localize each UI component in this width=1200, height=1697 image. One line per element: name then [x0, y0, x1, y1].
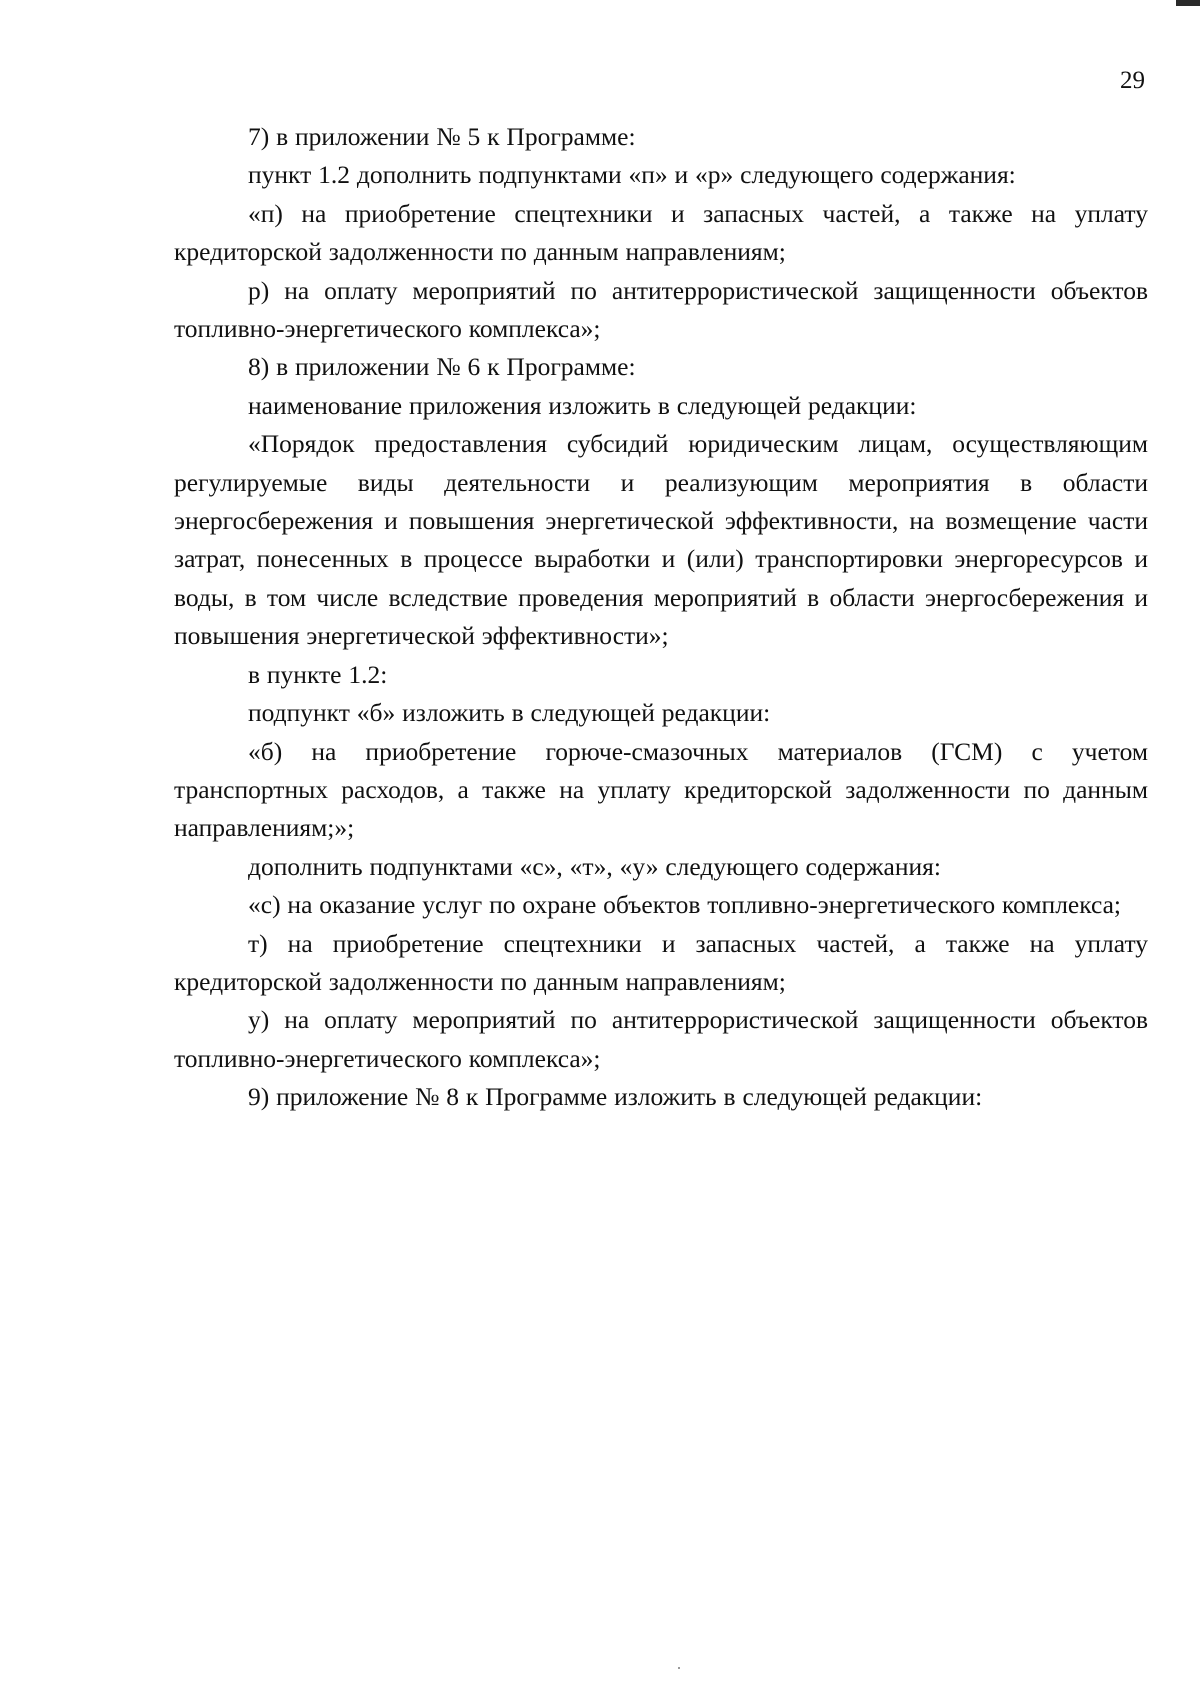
paragraph-point-1-2: пункт 1.2 дополнить подпунктами «п» и «р» следующего содержания:	[248, 160, 1016, 190]
paragraph-subpoint-b: «б) на приобретение горюче-смазочных материалов (ГСМ) с учетом транспортных расходов, а также на уплату кредиторской задолженности по данным направлениям;»;	[174, 736, 1148, 843]
paragraph-appendix-title-intro: наименование приложения изложить в следующей редакции:	[248, 390, 917, 420]
scan-edge-mark	[1176, 0, 1200, 6]
paragraph-item-8: 8) в приложении № 6 к Программе:	[248, 352, 636, 382]
paragraph-item-7: 7) в приложении № 5 к Программе:	[248, 122, 636, 151]
paragraph-item-9: 9) приложение № 8 к Программе изложить в следующей редакции:	[248, 1082, 983, 1112]
paragraph-appendix-title: «Порядок предоставления субсидий юридическим лицам, осуществляющим регулируемые виды деятельности и реализующим мероприятия в области энергосбережения и повышения энергетической эффективности, на возмещение части затрат, понесенных в процессе выработки и (или) транспортировки энергоресурсов и воды, в том числе вследствие проведения мероприятий в области энергосбережения и повышения энергетической эффективности»;	[174, 429, 1148, 651]
paragraph-subpoint-u: у) на оплату мероприятий по антитеррористической защищенности объектов топливно-энергетического комплекса»;	[174, 1005, 1148, 1073]
page-number: 29	[1120, 67, 1145, 94]
scan-speck	[678, 1667, 680, 1669]
paragraph-subpoint-r: р) на оплату мероприятий по антитеррористической защищенности объектов топливно-энергетического комплекса»;	[174, 275, 1148, 344]
document-body	[174, 118, 1148, 1117]
paragraph-in-point-1-2: в пункте 1.2:	[248, 659, 388, 689]
paragraph-subpoint-t: т) на приобретение спецтехники и запасных частей, а также на уплату кредиторской задолженности по данным направлениям;	[174, 928, 1148, 996]
paragraph-subpoint-p: «п) на приобретение спецтехники и запасных частей, а также на уплату кредиторской задолженности по данным направлениям;	[174, 198, 1148, 267]
paragraph-subpoint-s: «с) на оказание услуг по охране объектов топливно-энергетического комплекса;	[248, 890, 1122, 920]
paragraph-subpoint-b-intro: подпункт «б» изложить в следующей редакции:	[248, 698, 771, 728]
paragraph-add-subpoints: дополнить подпунктами «с», «т», «у» следующего содержания:	[248, 851, 941, 881]
